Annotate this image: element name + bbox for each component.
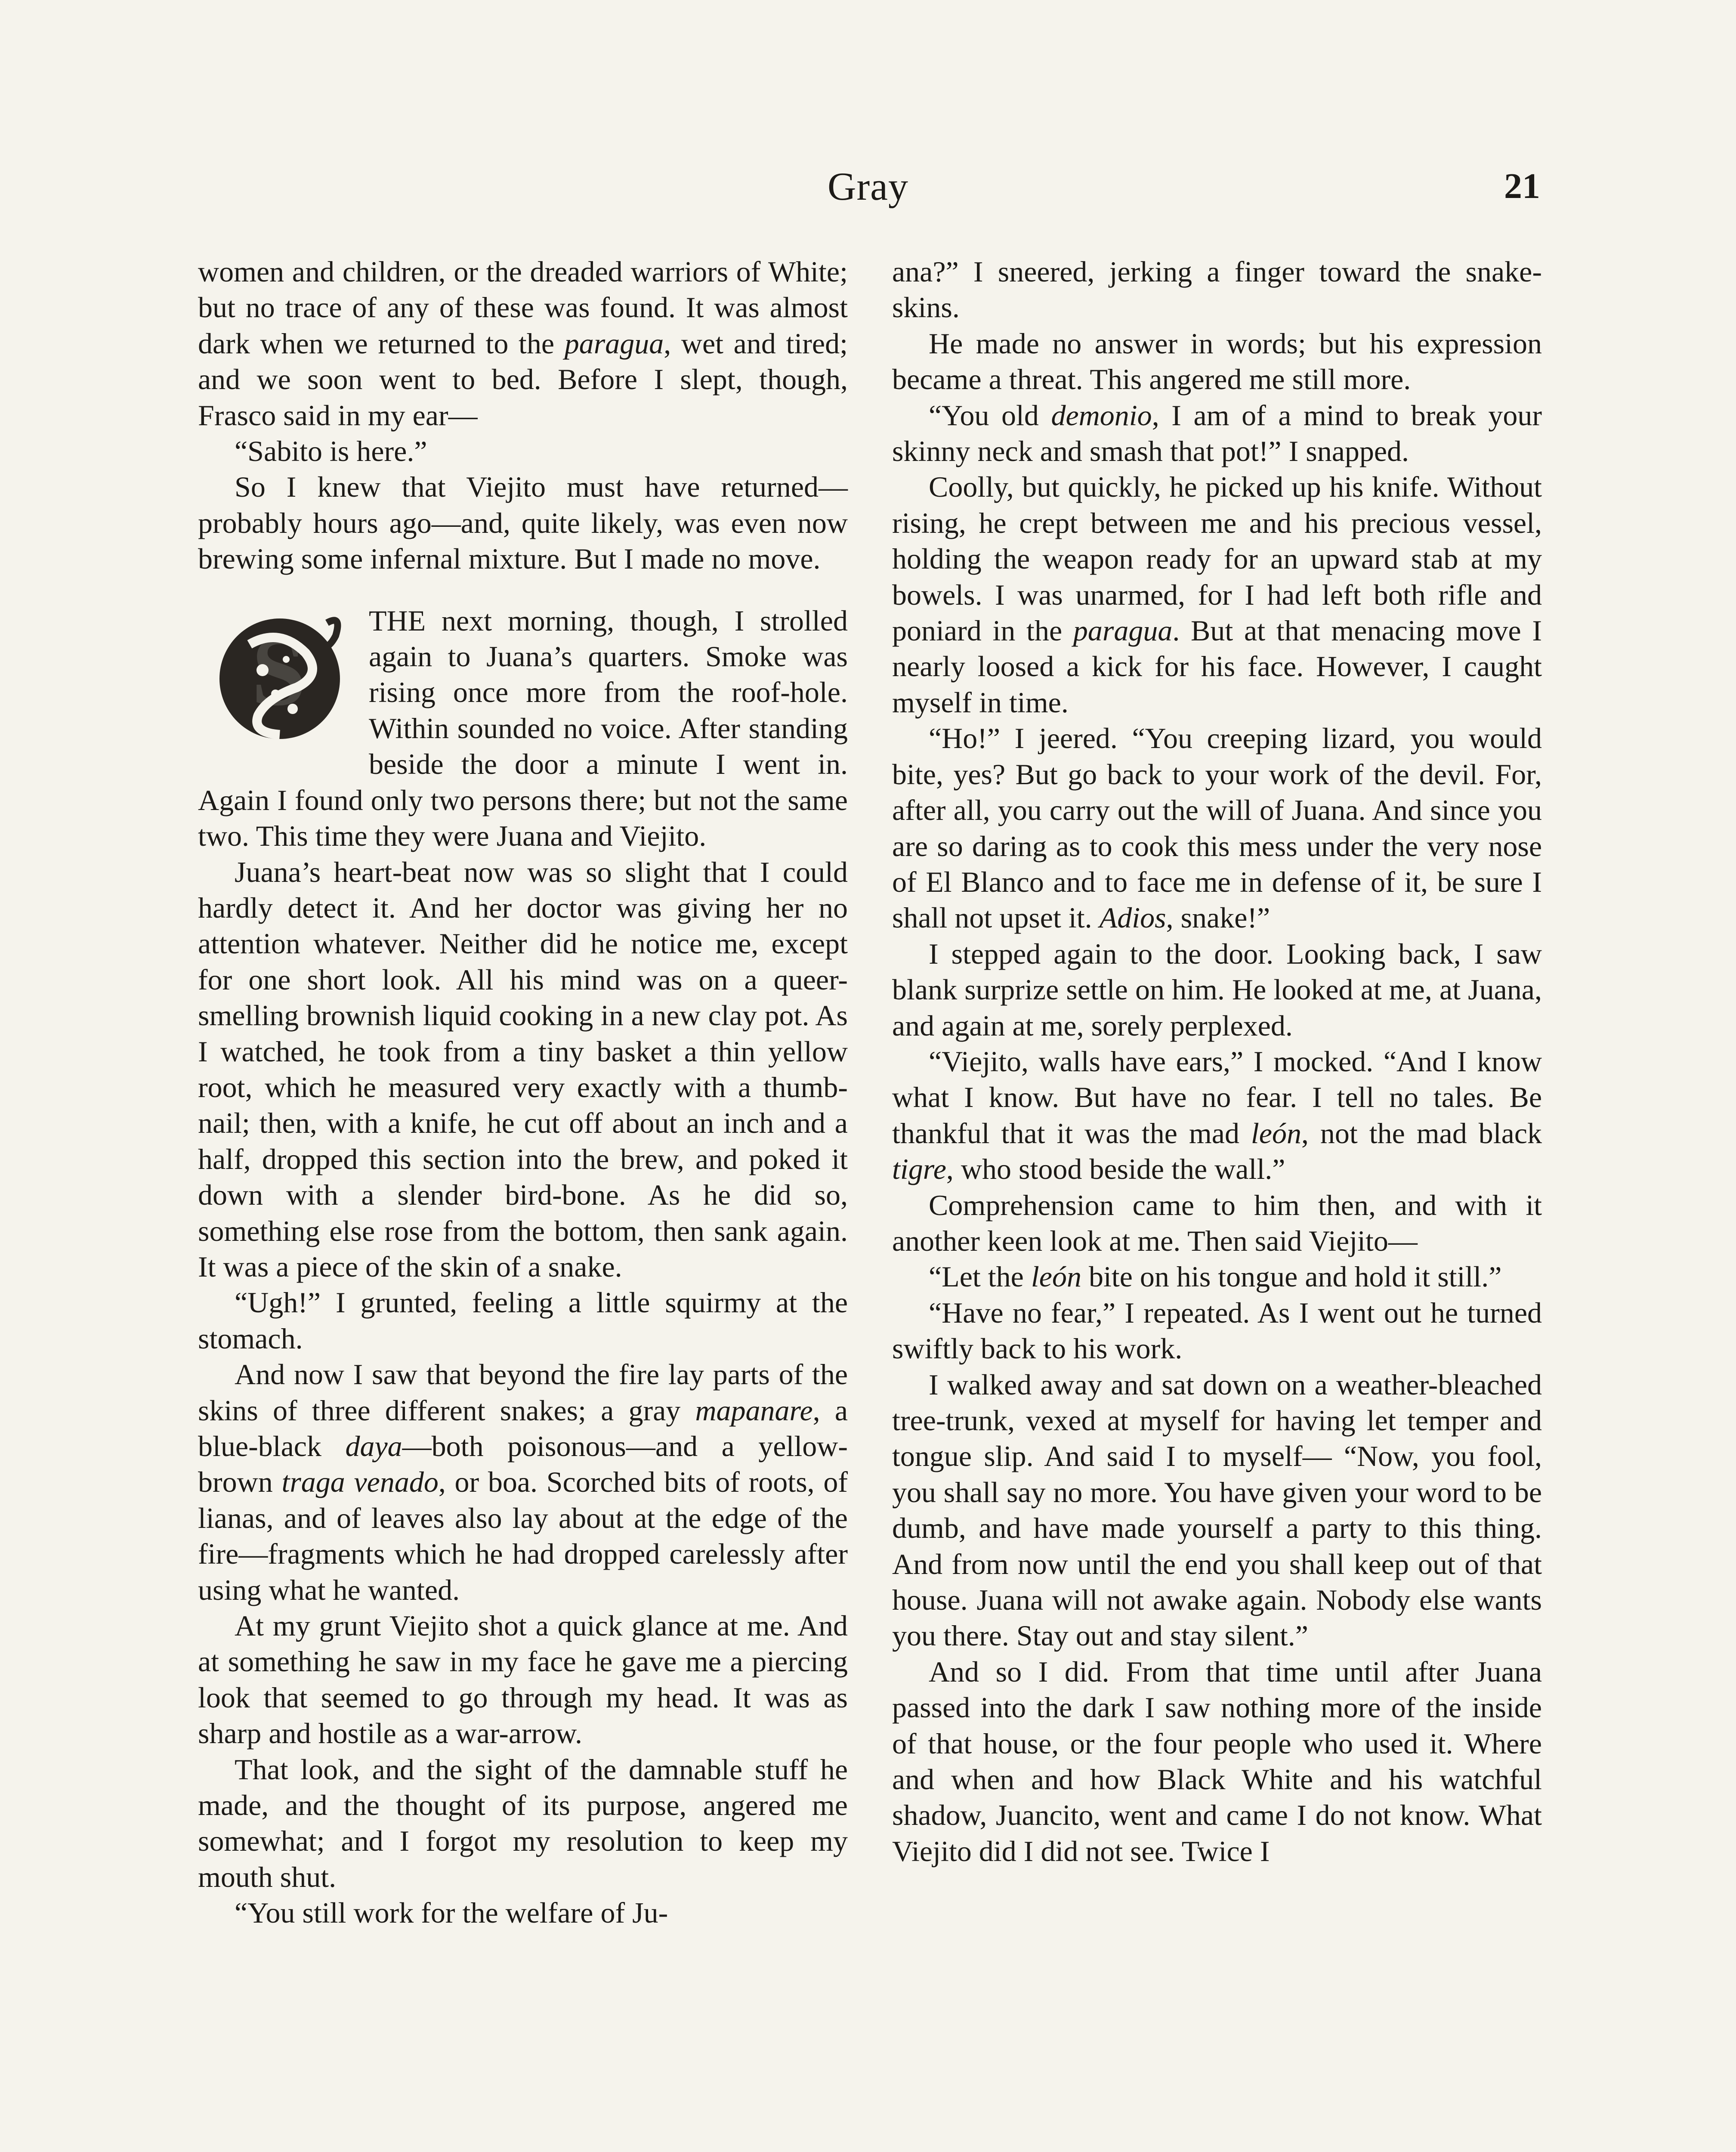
paragraph: “Ugh!” I grunted, feeling a little squirmy at the stomach. [198,1286,848,1355]
italic-term: león [1031,1260,1081,1293]
drop-cap-letter: S [251,616,306,726]
italic-term: Adios [1099,901,1166,934]
paragraph: I walked away and sat down on a weather-bleached tree-trunk, vexed at myself for having let temper and tongue slip. And said I to myself— “Now, you fool, you shall say no more. You have given your word to be dumb, and have made yourself a party to this thing. And from now until the end you shall keep out of that house. Juana will not awake again. Nobody else wants you there. Stay out and stay silent.” [892,1368,1542,1652]
paragraph: Comprehension came to him then, and with it another keen look at me. Then said Viejito— [892,1188,1542,1257]
paragraph: And so I did. From that time until after Juana passed into the dark I saw nothing more of the inside of that house, or the four people who used it. Where and when and how Black White and his watchful shadow, Juancito, went and came I do not know. What Viejito did I did not see. Twice I [892,1655,1542,1868]
italic-term: león [1251,1116,1301,1150]
paragraph: ana?” I sneered, jerking a finger toward the snake-skins. [892,255,1542,324]
right-column [892,254,1542,1869]
page-number: 21 [1504,166,1540,206]
paragraph: “Viejito, walls have ears,” I mocked. “And I know what I know. But have no fear. I tell no tales. Be thankful that it was the mad león, not the mad black tigre, who stood beside the wall.” [892,1045,1542,1186]
paragraph: “You still work for the welfare of Ju- [235,1896,668,1929]
italic-term: paragua [1073,614,1173,647]
italic-term: mapanare [695,1394,813,1427]
paragraph: That look, and the sight of the damnable stuff he made, and the thought of its purpose, angered me somewhat; and I forgot my resolution to keep my mouth shut. [198,1753,848,1893]
paragraph: Juana’s heart-beat now was so slight that I could hardly detect it. And her doctor was giving her no attention whatever. Neither did he notice me, except for one short look. All his mind was on a queer-smelling brownish liquid cooking in a new clay pot. As I watched, he took from a tiny basket a thin yellow root, which he measured very exactly with a thumb-nail; then, with a knife, he cut off about an inch and a half, dropped this section into the brew, and poked it down with a slender bird-bone. As he did so, something else rose from the bottom, then sank again. It was a piece of the skin of a snake. [198,855,848,1283]
paragraph-text: THE next morning, though, I strolled again to Juana’s quarters. Smoke was rising once more from the roof-hole. Within sounded no voice. After standing beside the door a minute I went in. Again I found only two persons there; but not the same two. This time they were Juana and Viejito. [198,604,848,853]
italic-term: paragua [564,327,664,360]
running-head [0,164,1736,211]
italic-term: tigre [892,1153,946,1186]
paragraph: “Sabito is here.” [235,435,427,468]
paragraph: So I knew that Viejito must have returned—probably hours ago—and, quite likely, was even now brewing some infernal mixture. But I made no move. [198,470,848,575]
paragraph: At my grunt Viejito shot a quick glance at me. And at something he saw in my face he gave me a piercing look that seemed to go through my head. It was as sharp and hostile as a war-arrow. [198,1609,848,1750]
running-title: Gray [828,164,908,208]
paragraph: “Ho!” I jeered. “You creeping lizard, you would bite, yes? But go back to your work of the devil. For, after all, you carry out the will of Juana. And since you are so daring as to cook this mess under the very nose of El Blanco and to face me in defense of it, be sure I shall not upset it. Adios, snake!” [892,722,1542,934]
paragraph: Coolly, but quickly, he picked up his knife. Without rising, he crept between me and his precious vessel, holding the weapon ready for an upward stab at my bowels. I was unarmed, for I had left both rifle and poniard in the paragua. But at that menacing move I nearly loosed a kick for his face. However, I caught myself in time. [892,470,1542,719]
paragraph-with-drop-cap [198,603,848,854]
italic-term: daya [345,1430,402,1462]
paragraph: And now I saw that beyond the fire lay parts of the skins of three different snakes; a gray mapanare, a blue-black daya—both poisonous—and a yellow-brown traga venado, or boa. Scorched bits of roots, of lianas, and of leaves also lay about at the edge of the fire—fragments which he had dropped carelessly after using what he wanted. [198,1358,848,1606]
snake-drop-cap-icon [198,606,359,748]
left-column [198,254,848,1931]
paragraph: “Have no fear,” I repeated. As I went out he turned swiftly back to his work. [892,1296,1542,1365]
paragraph: I stepped again to the door. Looking back, I saw blank surprize settle on him. He looked at me, at Juana, and again at me, sorely perplexed. [892,937,1542,1042]
paragraph: “You old demonio, I am of a mind to break your skinny neck and smash that pot!” I snapped. [892,399,1542,468]
paragraph: He made no answer in words; but his expression became a threat. This angered me still more. [892,327,1542,396]
paragraph: “Let the león bite on his tongue and hold it still.” [929,1260,1502,1293]
italic-term: demonio [1051,399,1152,432]
paragraph: women and children, or the dreaded warriors of White; but no trace of any of these was found. It was almost dark when we returned to the paragua, wet and tired; and we soon went to bed. Before I slept, though, Frasco said in my ear— [198,255,848,432]
italic-term: traga venado [281,1466,439,1499]
